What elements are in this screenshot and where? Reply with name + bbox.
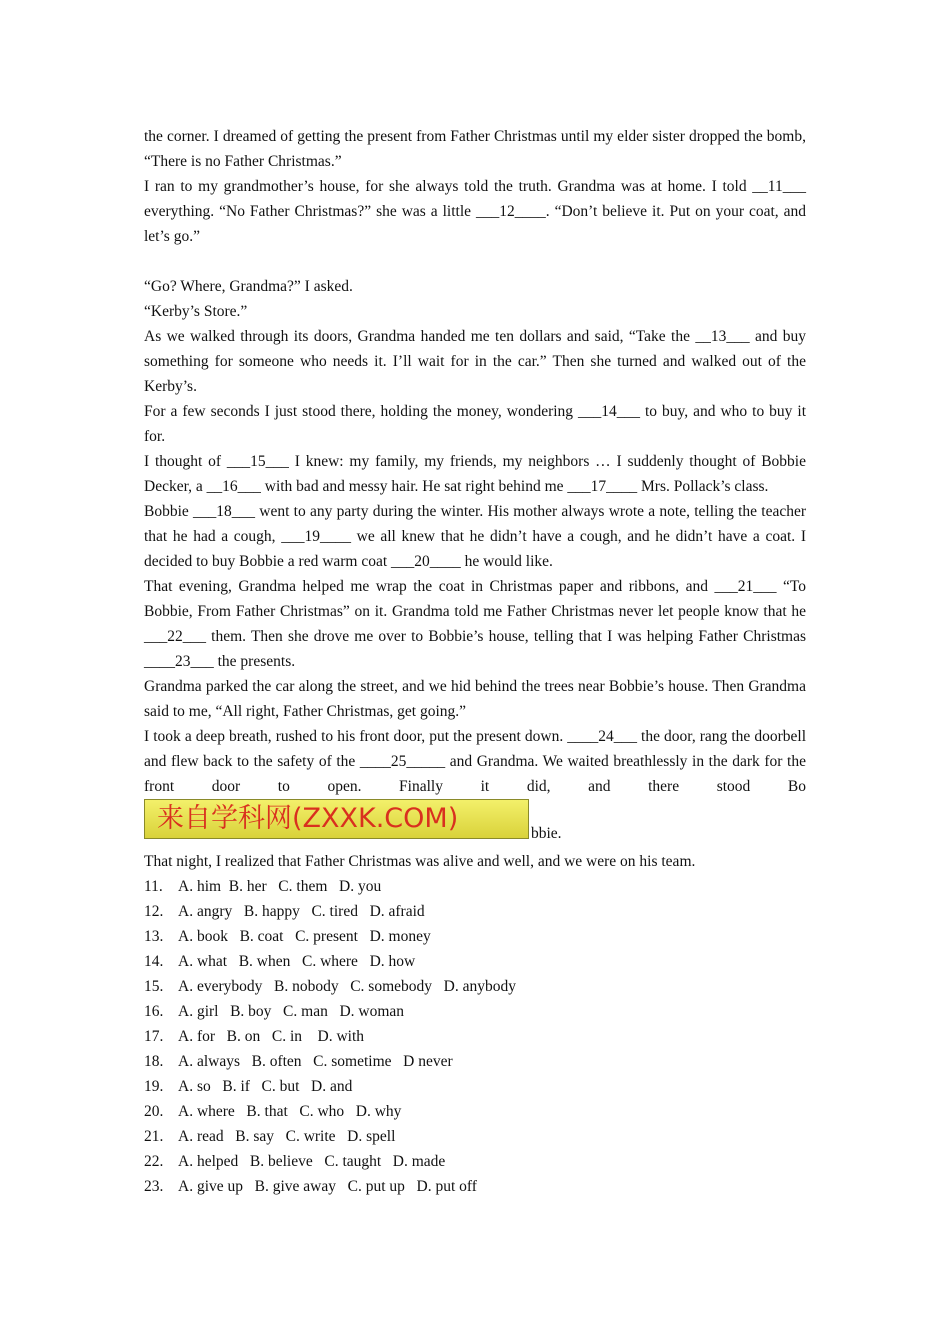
paragraph-5: As we walked through its doors, Grandma handed me ten dollars and said, “Take the __13___ and buy something for someone who needs it. I’ll wait for in the car.” Then she turned and walked out of the Kerby’s. (144, 328, 806, 395)
question-number: 20. (144, 1103, 164, 1120)
question-options: A. where B. that C. who D. why (178, 1103, 402, 1120)
question-options: A. for B. on C. in D. with (178, 1028, 364, 1045)
question-number: 23. (144, 1178, 164, 1195)
question-number: 17. (144, 1028, 164, 1045)
paragraph-4: “Kerby’s Store.” (144, 303, 248, 320)
question-item (144, 949, 806, 974)
question-item (144, 1124, 806, 1149)
paragraph-7: I thought of ___15___ I knew: my family, my friends, my neighbors … I suddenly thought of Bobbie Decker, a __16___ with bad and messy hair. He sat right behind me ___17____ Mrs. Pollack’s class. (144, 453, 806, 495)
question-options: A. angry B. happy C. tired D. afraid (178, 903, 425, 920)
blank-line (144, 249, 806, 274)
question-item (144, 1024, 806, 1049)
question-options: A. so B. if C. but D. and (178, 1078, 353, 1095)
question-options: A. girl B. boy C. man D. woman (178, 1003, 405, 1020)
question-number: 14. (144, 953, 164, 970)
question-item (144, 924, 806, 949)
question-number: 15. (144, 978, 164, 995)
paragraph-8: Bobbie ___18___ went to any party during the winter. His mother always wrote a note, telling the teacher that he had a cough, ___19____ we all knew that he didn’t have a cough, and he didn’t have a coat. I decided to buy Bobbie a red warm coat ___20____ he would like. (144, 503, 806, 570)
question-number: 13. (144, 928, 164, 945)
question-number: 21. (144, 1128, 164, 1145)
paragraph-11: I took a deep breath, rushed to his front door, put the present down. ____24___ the door, rang the doorbell and flew back to the safety of the ____25_____ and Grandma. We waited breathlessly in the dark for the front door to open. Finally it did, and there stood Bo (144, 728, 806, 795)
paragraph-3: “Go? Where, Grandma?” I asked. (144, 278, 353, 295)
question-number: 18. (144, 1053, 164, 1070)
question-options: A. what B. when C. where D. how (178, 953, 416, 970)
paragraph-11-tail: bbie. (531, 825, 562, 842)
question-item (144, 1174, 806, 1199)
question-item (144, 999, 806, 1024)
question-number: 16. (144, 1003, 164, 1020)
document-page (144, 124, 806, 1199)
question-options: A. give up B. give away C. put up D. put off (178, 1178, 477, 1195)
question-options: A. always B. often C. sometime D never (178, 1053, 453, 1070)
question-item (144, 1099, 806, 1124)
paragraph-9: That evening, Grandma helped me wrap the coat in Christmas paper and ribbons, and ___21___ “To Bobbie, From Father Christmas” on it. Grandma told me Father Christmas never let people know that he ___22___ them. Then she drove me over to Bobbie’s house, telling that I was helping Father Christmas ____23___ the presents. (144, 578, 806, 670)
paragraph-10: Grandma parked the car along the street, and we hid behind the trees near Bobbie’s house. Then Grandma said to me, “All right, Father Christmas, get going.” (144, 678, 806, 720)
question-list (144, 874, 806, 1199)
paragraph-1: the corner. I dreamed of getting the present from Father Christmas until my elder sister dropped the bomb, “There is no Father Christmas.” (144, 128, 806, 170)
paragraph-6: For a few seconds I just stood there, holding the money, wondering ___14___ to buy, and who to buy it for. (144, 403, 806, 445)
question-item (144, 1074, 806, 1099)
question-options: A. everybody B. nobody C. somebody D. anybody (178, 978, 516, 995)
question-number: 19. (144, 1078, 164, 1095)
paragraph-2: I ran to my grandmother’s house, for she always told the truth. Grandma was at home. I told __11___ everything. “No Father Christmas?” she was a little ___12____. “Don’t believe it. Put on your coat, and let’s go.” (144, 178, 806, 245)
question-options: A. book B. coat C. present D. money (178, 928, 431, 945)
question-options: A. read B. say C. write D. spell (178, 1128, 396, 1145)
question-number: 11. (144, 878, 163, 895)
watermark-line (144, 799, 806, 849)
question-item (144, 1149, 806, 1174)
question-options: A. helped B. believe C. taught D. made (178, 1153, 446, 1170)
question-options: A. him B. her C. them D. you (178, 878, 382, 895)
question-item (144, 874, 806, 899)
question-number: 12. (144, 903, 164, 920)
watermark-banner: 来自学科网(ZXXK.COM) (144, 799, 529, 839)
question-item (144, 1049, 806, 1074)
question-number: 22. (144, 1153, 164, 1170)
question-item (144, 974, 806, 999)
question-item (144, 899, 806, 924)
paragraph-12: That night, I realized that Father Christmas was alive and well, and we were on his team. (144, 853, 696, 870)
